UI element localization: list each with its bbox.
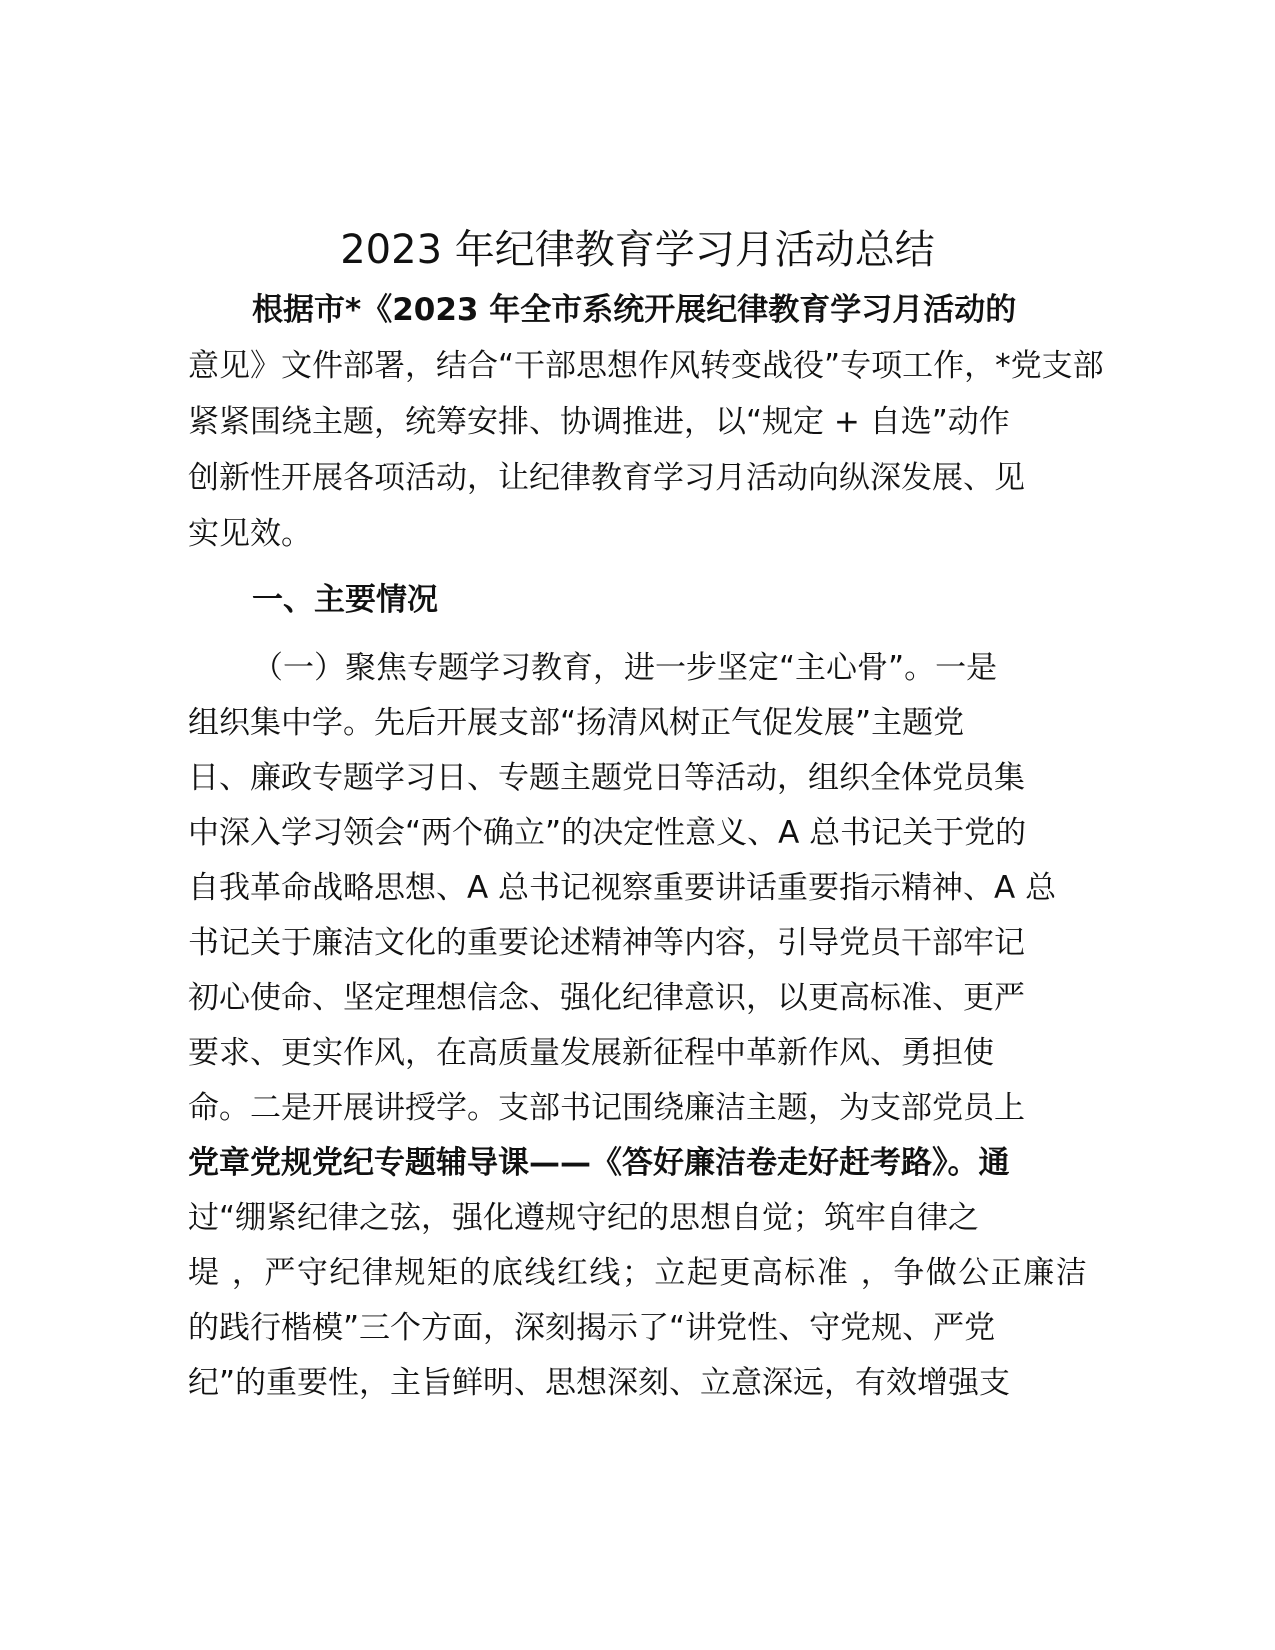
section-heading: 一、主要情况 (252, 582, 438, 618)
body-line: 日、廉政专题学习日、专题主题党日等活动，组织全体党员集 (188, 760, 1025, 796)
body-line: 党章党规党纪专题辅导课——《答好廉洁卷走好赶考路》。通 (188, 1145, 1010, 1181)
body-line: 过“绷紧纪律之弦，强化遵规守纪的思想自觉；筑牢自律之 (188, 1200, 980, 1236)
body-line: 中深入学习领会“两个确立”的决定性意义、A 总书记关于党的 (188, 815, 1027, 851)
body-line: 堤 ，严守纪律规矩的底线红线；立起更高标准 ，争做公正廉洁 (188, 1255, 1089, 1291)
intro-line: 创新性开展各项活动，让纪律教育学习月活动向纵深发展、见 (188, 460, 1025, 496)
body-line: 纪”的重要性，主旨鲜明、思想深刻、立意深远，有效增强支 (188, 1365, 1011, 1401)
body-line: 组织集中学。先后开展支部“扬清风树正气促发展”主题党 (188, 705, 965, 741)
document-title: 2023 年纪律教育学习月活动总结 (340, 227, 935, 273)
body-line: 书记关于廉洁文化的重要论述精神等内容，引导党员干部牢记 (188, 925, 1025, 961)
body-line: 的践行楷模”三个方面，深刻揭示了“讲党性、守党规、严党 (188, 1310, 996, 1346)
body-line: （一）聚焦专题学习教育，进一步坚定“主心骨”。一是 (252, 650, 998, 686)
intro-line: 紧紧围绕主题，统筹安排、协调推进，以“规定 + 自选”动作 (188, 404, 1010, 440)
intro-line: 根据市*《2023 年全市系统开展纪律教育学习月活动的 (252, 292, 1017, 328)
intro-line: 意见》文件部署，结合“干部思想作风转变战役”专项工作，*党支部 (188, 348, 1104, 384)
body-line: 命。二是开展讲授学。支部书记围绕廉洁主题，为支部党员上 (188, 1090, 1025, 1126)
body-line: 要求、更实作风，在高质量发展新征程中革新作风、勇担使 (188, 1035, 994, 1071)
body-line: 自我革命战略思想、A 总书记视察重要讲话重要指示精神、A 总 (188, 870, 1057, 906)
intro-line: 实见效。 (188, 516, 312, 552)
body-line: 初心使命、坚定理想信念、强化纪律意识，以更高标准、更严 (188, 980, 1025, 1016)
